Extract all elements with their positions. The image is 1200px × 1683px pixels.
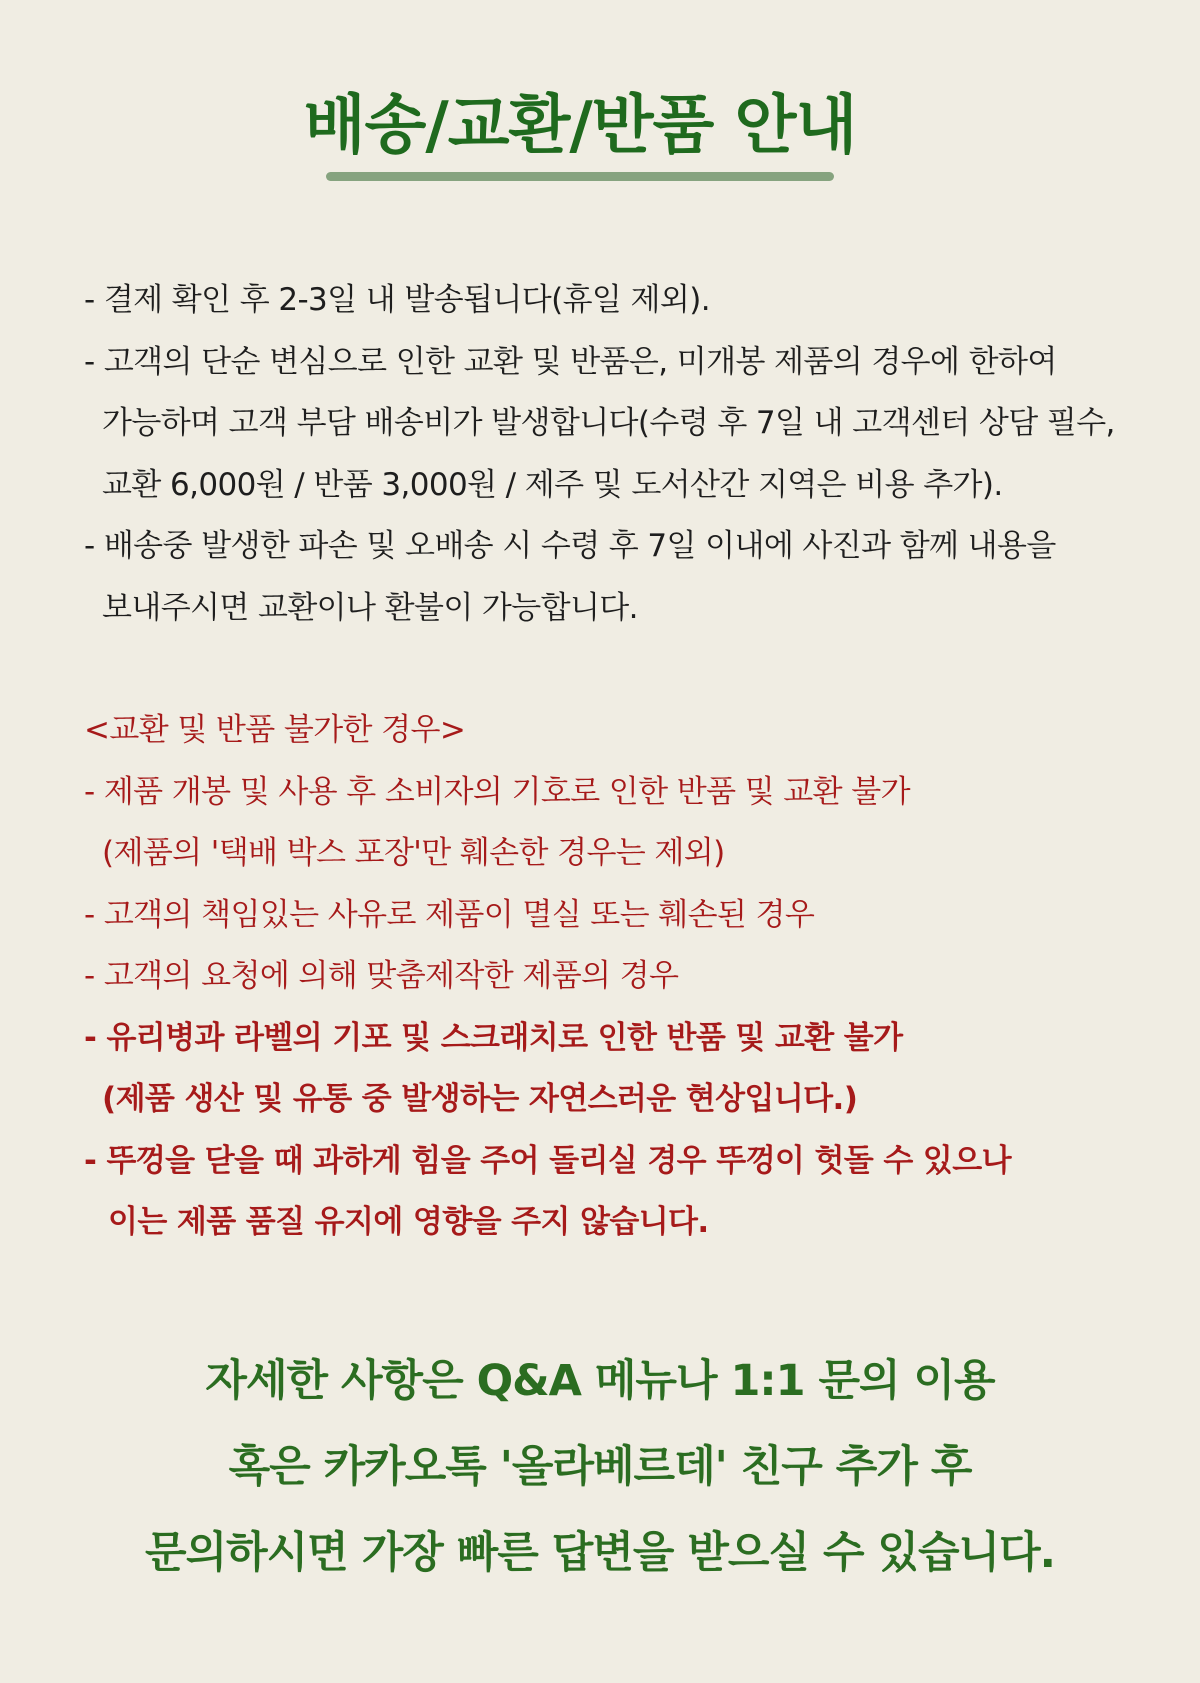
shipping-info-list (84, 270, 1164, 639)
page-title: 배송/교환/반품 안내 (303, 89, 857, 163)
footer-line: 문의하시면 가장 빠른 답변을 받으실 수 있습니다. (145, 1528, 1055, 1578)
contact-footer (0, 1338, 1200, 1596)
shipping-line: - 배송중 발생한 파손 및 오배송 시 수령 후 7일 이내에 사진과 함께 내용을 (84, 528, 1056, 564)
exception-line: - 고객의 책임있는 사유로 제품이 멸실 또는 훼손된 경우 (84, 896, 815, 933)
exception-line-emphasis: - 뚜껑을 닫을 때 과하게 힘을 주어 돌리실 경우 뚜껑이 헛돌 수 있으나 (84, 1142, 1011, 1179)
exception-line-emphasis: 이는 제품 품질 유지에 영향을 주지 않습니다. (108, 1204, 709, 1240)
shipping-line: 보내주시면 교환이나 환불이 가능합니다. (102, 589, 638, 626)
exception-line-emphasis: - 유리병과 라벨의 기포 및 스크래치로 인한 반품 및 교환 불가 (84, 1019, 903, 1056)
shipping-line: - 결제 확인 후 2-3일 내 발송됩니다(휴일 제외). (84, 282, 710, 318)
footer-line: 혹은 카카오톡 '올라베르데' 친구 추가 후 (228, 1442, 972, 1492)
shipping-line: 교환 6,000원 / 반품 3,000원 / 제주 및 도서산간 지역은 비용 추가). (102, 466, 1003, 503)
shipping-line: 가능하며 고객 부담 배송비가 발생합니다(수령 후 7일 내 고객센터 상담 필수, (102, 405, 1115, 441)
exception-line: (제품의 '택배 박스 포장'만 훼손한 경우는 제외) (102, 835, 725, 871)
exceptions-list (84, 700, 1164, 1254)
exception-line-emphasis: (제품 생산 및 유통 중 발생하는 자연스러운 현상입니다.) (102, 1081, 858, 1117)
exception-line: - 제품 개봉 및 사용 후 소비자의 기호로 인한 반품 및 교환 불가 (84, 773, 910, 810)
shipping-line: - 고객의 단순 변심으로 인한 교환 및 반품은, 미개봉 제품의 경우에 한하여 (84, 343, 1057, 380)
footer-line: 자세한 사항은 Q&A 메뉴나 1:1 문의 이용 (205, 1356, 995, 1406)
title-underline (326, 172, 834, 181)
exception-line: - 고객의 요청에 의해 맞춤제작한 제품의 경우 (84, 958, 679, 994)
exceptions-heading: <교환 및 반품 불가한 경우> (84, 712, 466, 748)
